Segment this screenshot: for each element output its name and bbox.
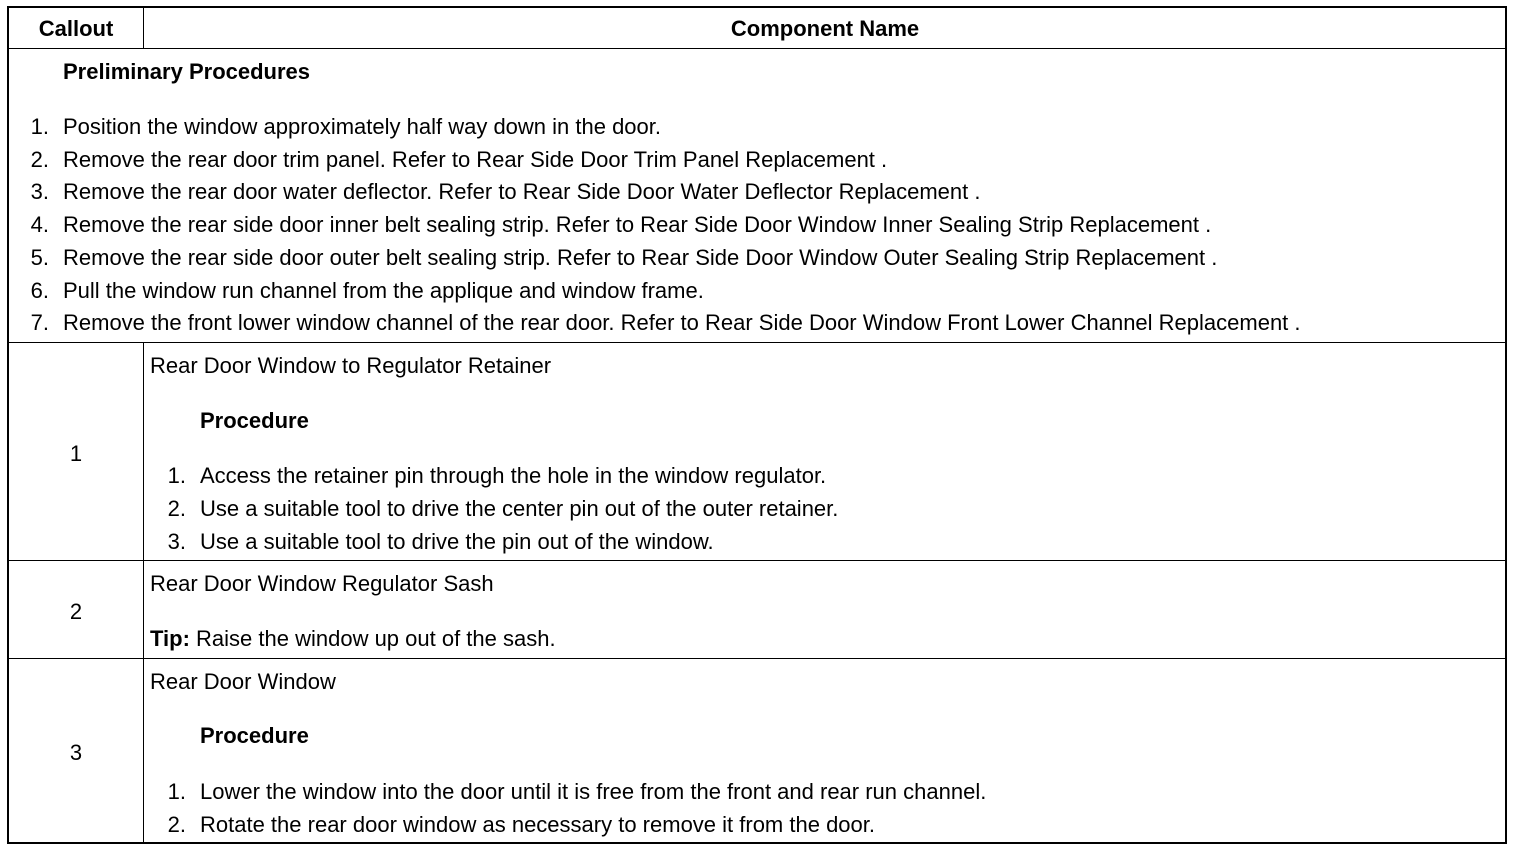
step-number: 4. <box>30 212 49 237</box>
step-text: Pull the window run channel from the applique and window frame. <box>63 278 704 303</box>
step-number: 2. <box>167 812 186 837</box>
step-number: 7. <box>30 310 49 335</box>
procedure-table <box>7 6 1507 844</box>
step-number: 1. <box>167 463 186 488</box>
component-name: Rear Door Window to Regulator Retainer <box>150 353 552 378</box>
step-text: Use a suitable tool to drive the center pin out of the outer retainer. <box>200 496 839 521</box>
step-text: Lower the window into the door until it is free from the front and rear run channel. <box>200 779 987 804</box>
header-component-name: Component Name <box>730 16 920 41</box>
callout-number: 2 <box>69 599 83 624</box>
component-name: Rear Door Window <box>150 669 336 694</box>
tip-text: Raise the window up out of the sash. <box>189 626 556 651</box>
row-rule <box>9 560 1505 561</box>
tip-label: Tip: <box>150 626 190 651</box>
step-number: 3. <box>30 179 49 204</box>
callout-number: 1 <box>69 441 83 466</box>
header-divider <box>143 8 144 48</box>
step-text: Remove the rear door water deflector. Refer to Rear Side Door Water Deflector Replacement . <box>63 179 981 204</box>
step-number: 6. <box>30 278 49 303</box>
step-text: Remove the rear door trim panel. Refer to Rear Side Door Trim Panel Replacement . <box>63 147 888 172</box>
procedure-heading: Procedure <box>200 408 309 433</box>
step-text: Use a suitable tool to drive the pin out of the window. <box>200 529 714 554</box>
header-bottom-rule <box>9 48 1505 49</box>
step-number: 2. <box>30 147 49 172</box>
step-number: 1. <box>167 779 186 804</box>
step-text: Remove the rear side door outer belt sealing strip. Refer to Rear Side Door Window Outer Sealing Strip Replacement . <box>63 245 1218 270</box>
step-text: Remove the front lower window channel of the rear door. Refer to Rear Side Door Window Front Lower Channel Replacement . <box>63 310 1301 335</box>
preliminary-bottom-rule <box>9 342 1505 343</box>
step-number: 5. <box>30 245 49 270</box>
row-rule <box>9 658 1505 659</box>
step-number: 1. <box>30 114 49 139</box>
procedure-heading: Procedure <box>200 723 309 748</box>
component-name: Rear Door Window Regulator Sash <box>150 571 494 596</box>
step-text: Position the window approximately half way down in the door. <box>63 114 662 139</box>
step-text: Access the retainer pin through the hole in the window regulator. <box>200 463 827 488</box>
step-number: 2. <box>167 496 186 521</box>
step-number: 3. <box>167 529 186 554</box>
callout-number: 3 <box>69 740 83 765</box>
tip-line <box>150 626 556 652</box>
step-text: Remove the rear side door inner belt sealing strip. Refer to Rear Side Door Window Inner Sealing Strip Replacement . <box>63 212 1212 237</box>
header-callout: Callout <box>38 16 114 41</box>
step-text: Rotate the rear door window as necessary to remove it from the door. <box>200 812 875 837</box>
preliminary-heading: Preliminary Procedures <box>63 59 311 84</box>
callout-column-divider <box>143 342 144 842</box>
